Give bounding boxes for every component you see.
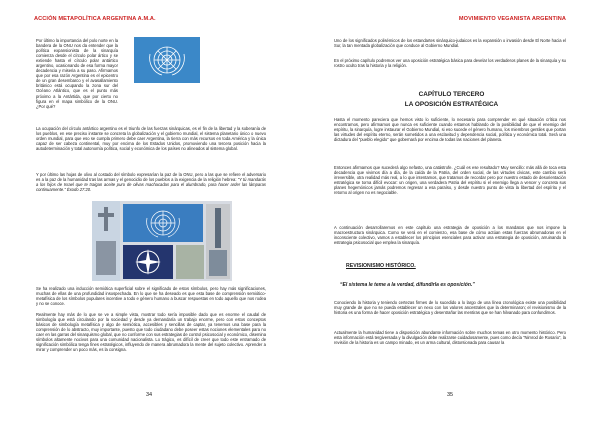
olive-paragraph (36, 172, 266, 192)
paragraph: Por último la importancia del polo norte en la bandera de la ONU nos da entender que la política expansionista de la sinarquía comienza desde el círculo polar ártico y se extiende hasta el círculo polar antártico argentino, ocasionando de esa forma mayor decadencia y miseria a su paso. Afirmamos que por esa razón Argentina es el epicentro de un gran desembarco y el avasallamiento británico está ocupando la zona sur del Océano Atlántico, que es el punto más próximo a la Antártida, que por cierto no figura en el mapa simbólico de la ONU. ¿Por qué? (36, 38, 118, 109)
paragraph: Uno de los significados polisémicos de los estandartes sinárquico-judaicos es la expansión o invasión desde El Norte hacia el Sur, la tan mentada globalización que conduce al Gobierno Mundial. (334, 38, 566, 49)
collage-image (92, 201, 232, 281)
cross-column-image (92, 201, 120, 281)
paragraph: En el próximo capítulo podremos ver una oposición estratégica básica para develar los verdaderos planes de la sinarquía y su rostro oculto tras la historia y la religión. (334, 58, 566, 69)
paragraph: Hasta el momento pareciera que hemos visto lo suficiente, lo necesario para comprender en qué situación crítica nos encontramos, pero afirmamos que nunca es suficiente cuando estamos hablando de la posibilidad de que el enemigo del espíritu, la sinarquía, logre instaurar el Gobierno Mundial, si eso sucede el género humano, los miembros gentiles que portan las virtudes del espíritu eterno, serán sometidos a una esclavitud y dependencia social, política y económica total. Será una dictadura del “pueblo elegido” que gobernará por encima de todas las naciones del planeta. (334, 117, 566, 143)
page-number: 34 (146, 392, 153, 398)
quote: “El sistema le teme a la verdad, difundirla es oposición.” (340, 282, 475, 288)
nato-emblem-image (123, 245, 173, 279)
un-flag-image (134, 37, 200, 83)
chapter-title: CAPÍTULO TERCERO (418, 91, 485, 98)
monument-image (206, 204, 230, 279)
paragraph: Actualmente la humanidad tiene a disposición abundante información sobre muchos temas en otro momento histórico. Pero esta información está tergiversada y la divulgación debe realizarse cuidadosamente, pues como decía “Nimrod de Rosario”, la revisión de la historia es un campo minado, es un arma cultural, distorsionada para causar la (334, 330, 566, 346)
un-emblem-image (123, 204, 203, 242)
chapter-subtitle: LA OPOSICIÓN ESTRATÉGICA (404, 101, 499, 108)
page-number: 35 (447, 392, 454, 398)
paragraph: Realmente hay más de lo que se ve a simple vista, mostrar todo sería imposible dado que es enorme el caudal de simbología que está circulando por la sociedad y desde ya demandaría un trabajo enorme, pero con estos conceptos básicos de simbología metafísica y algo de semiótica, accesibles y sencillas de captar, ya tenemos una base para la comprensión de lo abstracto, muy importante, puesto que todo ciudadano debe poseer estas nociones elementales para no caer en las garras del sinarquismo global, que no conforme con sus estrategias de control psicosocial y económico, disemina símbolos altamente nocivos para una comunidad nacionalista. Lo trágico, es difícil de creer que todo este entramado de significación simbólica tenga fines estratégicos, influyendo de manera abrumadora la mente del sujeto colectivo. Aprender a mirar y comprender un poco más, es la consigna. (36, 312, 266, 353)
paragraph-text: Y por último las hojas de olivo al costado del símbolo expresarían la paz de la ONU, pero a las que se refiere el adversario es a la paz de la humanidad tras las armas y el genocidio de los pueblos a la exigencia de la religión hebrea: (36, 172, 266, 183)
right-page-header: MOVIMIENTO VEGANISTA ARGENTINA (458, 16, 566, 22)
section-heading: REVISIONISMO HISTÓRICO. (346, 263, 416, 269)
left-page-header: ACCIÓN METAPOLÍTICA ARGENTINA A.M.A. (34, 16, 156, 22)
paragraph: Entonces afirmamos que sucederá algo nefasto, una catástrofe. ¿Cuál es ese resultado? Muy sencillo: más allá de toca esta decadencia que vivimos día a día, de la caída de la Patria, del orden social, de las virtudes cívicas, este cambio será irreversible, otra realidad más real, a lo que intentamos, que tratamos de recordar pero por nuestro estado de desorientación estratégica se torna difícil evocar: un origen, una verdadera Patria del espíritu si el enemigo llega a vencer y concreta sus planes hegemónicos jamás podremos regresar a esa paraíso, y desde nuestro punto de vista la libertad del espíritu y el retorno al origen no es negociable. (334, 165, 566, 196)
quoted-verse: “Y tú mandarás a los hijos de Israel que te traigan aceite puro de olivas machacadas para el alumbrado, para hacer arder las lámparas continuamente.” Éxodo 27:20. (36, 177, 267, 193)
soldiers-image (176, 245, 204, 279)
right-page (300, 0, 600, 424)
paragraph: Se ha realizado una inducción semiótica superficial sobre el significado de estos símbolos, pero hay más significaciones, muchas de ellas de una profundidad insospechada. En lo que se ha deseado es que esta base de comprensión semiótico-metafísica de los símbolos populares incentive a todo e género humano a buscar respuestas en todo aquello que nos rodea y no se conoce. (36, 286, 266, 307)
paragraph: Conociendo la historia y teniendo certezas firmes de lo sucedido a lo largo de una línea cronológica existe una posibilidad muy grande de que no se pueda establecer un nexo con los valores ancestrales que la determinaron; el revisionismo de la historia es una forma de hacer oposición estratégica y desentrañar las mentiras que se han hilvanado para confundirnos. (334, 300, 566, 316)
paragraph: A continuación desarrollaremos en este capítulo una estrategia de oposición a los mandatos que nos impone la macroestructura sinárquica. Como se verá en el comienzo, esa base de cómo actúan estas fuerzas abrumadoras en el inconsciente colectivo, vamos a establecer los principios esenciales para activar una estrategia de oposición, arruinando la estrategia psicosocial que emplea la sinarquía. (334, 225, 566, 246)
paragraph: La ocupación del círculo antártico argentino es el triunfo de las fuerzas sinárquicas, es el fin de la libertad y la soberanía de los pueblos, en ese preciso instante se concreta la globalización y el gobierno mundial, el sistema planetario único o nuevo orden mundial, para que eso se cumpla primero debe caer Argentina, la tierra con más recursos en toda América y la única capaz de ser cabeza continental, muy por encima de los Estados Unidos, promoviendo una tercera posición hacia la autodeterminación y total autonomía política, social y económica de los países no alineados al sistema global. (36, 126, 266, 152)
